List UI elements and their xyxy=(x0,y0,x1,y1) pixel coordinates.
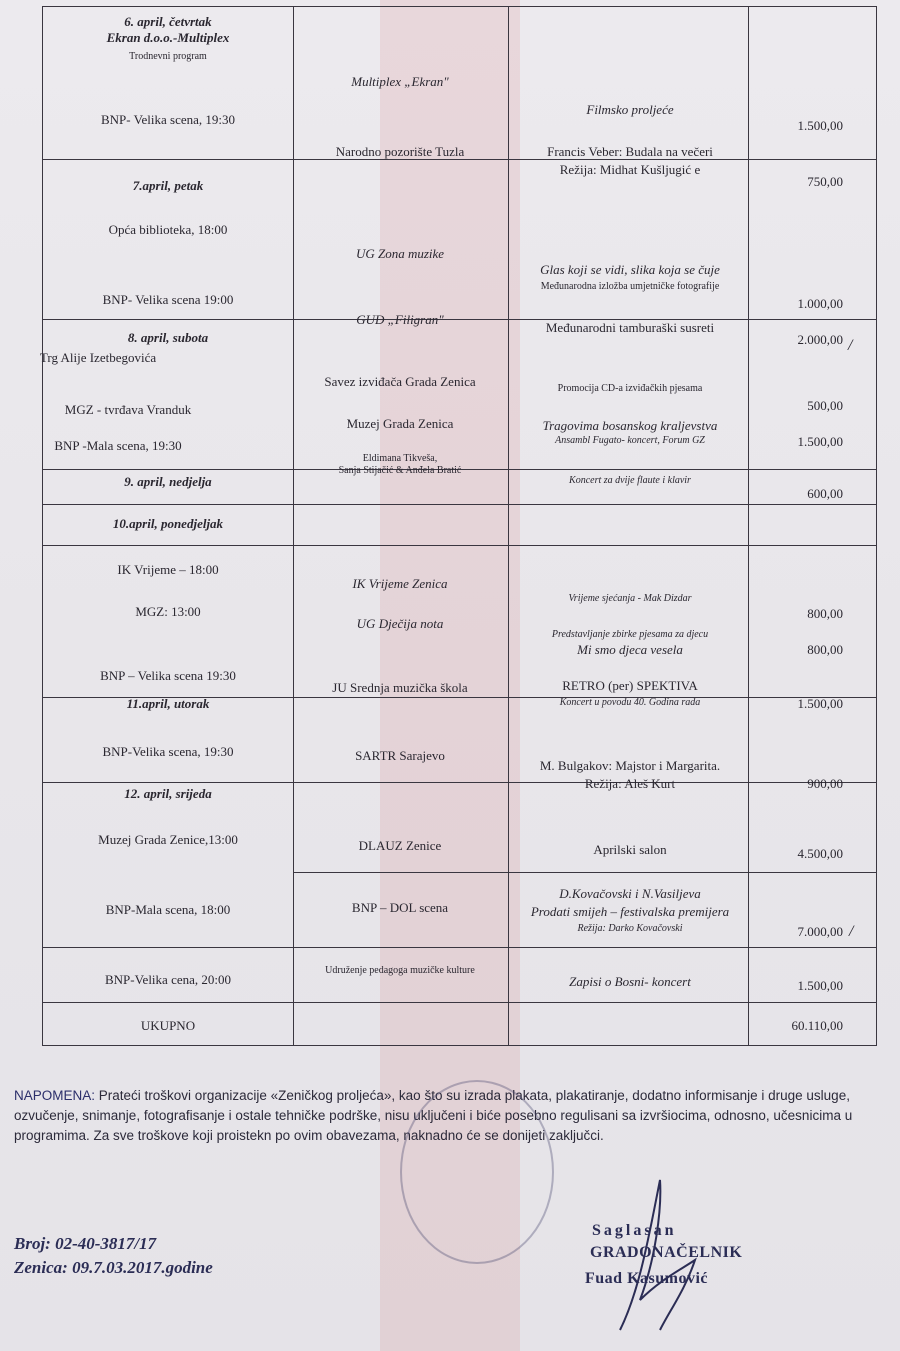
document-date: Zenica: 09.7.03.2017.godine xyxy=(14,1258,213,1277)
program-title: Tragovima bosanskog kraljevstva xyxy=(542,418,718,433)
program-title: Vrijeme sjećanja - Mak Dizdar xyxy=(568,593,692,604)
official-stamp xyxy=(400,1080,554,1264)
venue: MGZ - tvrđava Vranduk xyxy=(64,402,192,417)
program-sub: Koncert u povodu 40. Godina rada xyxy=(559,697,701,708)
amount: 750,00 xyxy=(807,174,843,189)
program-sub: Predstavljanje zbirke pjesama za djecu xyxy=(551,629,709,640)
amount: 1.500,00 xyxy=(797,118,843,133)
performer: UG Zona muzike xyxy=(355,246,445,261)
program-title: Međunarodni tamburaški susreti xyxy=(545,320,715,335)
performer: Narodno pozorište Tuzla xyxy=(335,144,465,159)
amount: 900,00 xyxy=(807,776,843,791)
signatory-title: GRADONAČELNIK xyxy=(590,1244,743,1261)
venue: BNP- Velika scena 19:00 xyxy=(102,292,234,307)
performer: Savez izviđača Grada Zenica xyxy=(324,374,476,389)
venue: Muzej Grada Zenice,13:00 xyxy=(98,832,238,847)
performer: DLAUZ Zenice xyxy=(358,838,442,853)
program-title: Zapisi o Bosni- koncert xyxy=(569,974,691,989)
program-title: Francis Veber: Budala na večeri xyxy=(547,144,713,159)
venue: IK Vrijeme – 18:00 xyxy=(117,562,219,577)
day-label: 6. april, četvrtak xyxy=(124,14,212,29)
program-title: Glas koji se vidi, slika koja se čuje xyxy=(540,262,720,277)
col-divider xyxy=(293,7,294,1045)
amount: 500,00 xyxy=(807,398,843,413)
performer: UG Dječija nota xyxy=(356,616,444,631)
amount: 1.500,00 xyxy=(797,434,843,449)
amount: 1.000,00 xyxy=(797,296,843,311)
program-director: Režija: Darko Kovačovski xyxy=(577,923,683,934)
organizer: Ekran d.o.o.-Multiplex xyxy=(106,30,230,45)
program-sub: Ansambl Fugato- koncert, Forum GZ xyxy=(555,435,705,446)
total-label: UKUPNO xyxy=(140,1018,196,1033)
amount: 1.500,00 xyxy=(797,696,843,711)
check-mark: / xyxy=(849,923,854,940)
check-mark: / xyxy=(848,337,853,354)
day-label: 9. april, nedjelja xyxy=(124,474,212,489)
amount: 800,00 xyxy=(807,606,843,621)
performer: Sanja Stijačić & Anđela Bratić xyxy=(338,465,462,476)
amount: 7.000,00 xyxy=(797,924,843,939)
day-label: 8. april, subota xyxy=(127,330,209,345)
performer: GUD „Filigran" xyxy=(356,312,444,327)
day-label: 11.april, utorak xyxy=(126,696,210,711)
handwritten-signature xyxy=(600,1170,720,1340)
performer: BNP – DOL scena xyxy=(351,900,449,915)
program-title: Filmsko proljeće xyxy=(586,102,674,117)
performer: JU Srednja muzička škola xyxy=(332,680,468,695)
row-divider xyxy=(43,1002,876,1003)
document-number: Broj: 02-40-3817/17 xyxy=(14,1234,157,1253)
venue: BNP- Velika scena, 19:30 xyxy=(100,112,236,127)
performer: Eldimana Tikveša, xyxy=(362,453,438,464)
program-author: D.Kovačovski i N.Vasiljeva xyxy=(559,886,701,901)
program-table xyxy=(39,6,877,1046)
venue: BNP-Velika cena, 20:00 xyxy=(104,972,231,987)
program-title: Mi smo djeca vesela xyxy=(577,642,683,657)
row-divider xyxy=(43,504,876,505)
performer: Udruženje pedagoga muzičke kulture xyxy=(325,965,475,976)
venue: BNP – Velika scena 19:30 xyxy=(100,668,236,683)
performer: IK Vrijeme Zenica xyxy=(352,576,448,591)
program-director: Režija: Aleš Kurt xyxy=(584,776,676,791)
program-title: Promocija CD-a izviđačkih pjesama xyxy=(557,383,703,394)
program-title: Koncert za dvije flaute i klavir xyxy=(569,475,691,486)
amount: 600,00 xyxy=(807,486,843,501)
col-divider xyxy=(508,7,509,1045)
venue: BNP-Mala scena, 18:00 xyxy=(105,902,231,917)
program-director: Režija: Midhat Kušljugić e xyxy=(559,162,701,177)
program-title: Aprilski salon xyxy=(593,842,667,857)
day-label: 12. april, srijeda xyxy=(124,786,212,801)
venue: BNP -Mala scena, 19:30 xyxy=(54,438,182,453)
performer: Muzej Grada Zenica xyxy=(346,416,454,431)
row-divider xyxy=(43,947,876,948)
organizer-sub: Trodnevni program xyxy=(129,51,207,62)
venue: Trg Alije Izetbegovića xyxy=(39,350,157,365)
signatory-name: Fuad Kasumović xyxy=(585,1270,709,1287)
program-title: RETRO (per) SPEKTIVA xyxy=(562,678,698,693)
performer: Multiplex „Ekran" xyxy=(351,74,449,89)
venue: MGZ: 13:00 xyxy=(135,604,201,619)
day-label: 10.april, ponedjeljak xyxy=(112,516,224,531)
amount: 800,00 xyxy=(807,642,843,657)
venue: Opća biblioteka, 18:00 xyxy=(108,222,228,237)
amount: 1.500,00 xyxy=(797,978,843,993)
venue: BNP-Velika scena, 19:30 xyxy=(102,744,234,759)
day-label: 7.april, petak xyxy=(132,178,204,193)
program-title: Prodati smijeh – festivalska premijera xyxy=(530,904,730,919)
row-divider xyxy=(293,872,876,873)
amount: 2.000,00 xyxy=(797,332,843,347)
amount: 4.500,00 xyxy=(797,846,843,861)
total-amount: 60.110,00 xyxy=(791,1018,843,1033)
approval-label: Saglasan xyxy=(592,1222,677,1239)
program-title: M. Bulgakov: Majstor i Margarita. xyxy=(539,758,721,773)
performer: SARTR Sarajevo xyxy=(355,748,445,763)
note-text: Prateći troškovi organizacije «Zeničkog proljeća», kao što su izrada plakata, plakatiranje, dodatno informisanje i druge usluge, ozvučenje, snimanje, fotografisanje i ostale tehničke podrške, nisu uključeni i biće posebno regulisani sa izvršiocima, odnosno, učesnicima u programima. Za sve troškove koji proistekn po ovim obavezama, naknadno će se donijeti zaključci. xyxy=(14,1088,853,1143)
row-divider xyxy=(43,545,876,546)
note-label: NAPOMENA: xyxy=(14,1088,96,1103)
program-sub: Međunarodna izložba umjetničke fotografije xyxy=(540,281,720,292)
